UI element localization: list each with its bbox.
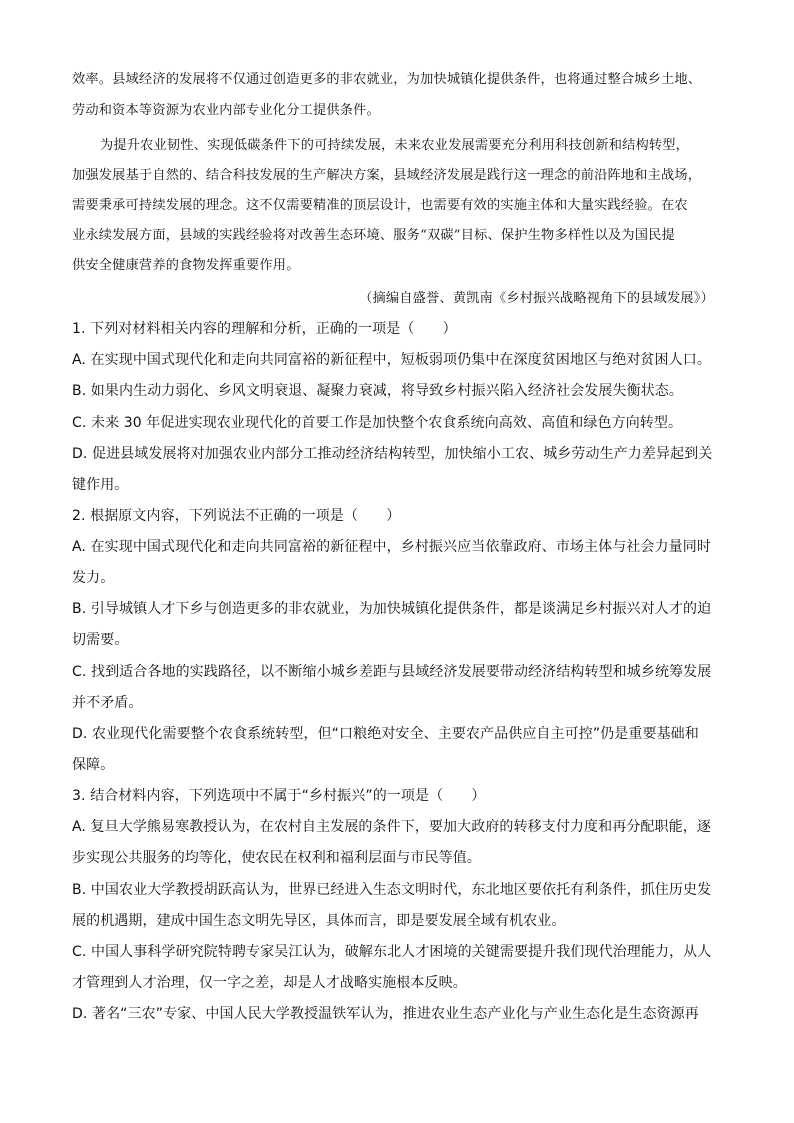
question-stem: 3. 结合材料内容，下列选项中不属于“乡村振兴”的一项是（ ） [72, 788, 486, 804]
option-b: B. 如果内生动力弱化、乡风文明衰退、凝聚力衰减，将导致乡村振兴陷入经济社会发展失衡状态。 [72, 383, 684, 399]
option-c: C. 找到适合各地的实践路径，以不断缩小城乡差距与县域经济发展要带动经济结构转型和城乡统筹发展 [72, 664, 712, 680]
option-a: A. 在实现中国式现代化和走向共同富裕的新征程中，乡村振兴应当依靠政府、市场主体与社会力量同时 [72, 539, 711, 555]
passage-line: 为提升农业韧性、实现低碳条件下的可持续发展，未来农业发展需要充分利用科技创新和结构转型， [100, 138, 690, 153]
passage-line: 需要秉承可持续发展的理念。这不仅需要精准的顶层设计，也需要有效的实施主体和大量实践经验。在农 [72, 198, 688, 213]
question-stem: 2. 根据原文内容，下列说法不正确的一项是（ ） [72, 508, 401, 524]
option-d: D. 促进县域发展将对加强农业内部分工推动经济结构转型，加快缩小工农、城乡劳动生产力差异起到关 [72, 446, 713, 462]
option-d-cont: 键作用。 [72, 477, 129, 493]
option-a: A. 在实现中国式现代化和走向共同富裕的新征程中，短板弱项仍集中在深度贫困地区与绝对贫困人口。 [72, 352, 711, 368]
option-d: D. 著名“三农”专家、中国人民大学教授温铁军认为，推进农业生态产业化与产业生态化是生态资源再 [72, 1006, 699, 1022]
option-d: D. 农业现代化需要整个农食系统转型，但“口粮绝对安全、主要农产品供应自主可控”仍是重要基础和 [72, 726, 699, 742]
option-c-cont: 并不矛盾。 [72, 695, 143, 711]
option-a: A. 复旦大学熊易寒教授认为，在农村自主发展的条件下，要加大政府的转移支付力度和再分配职能，逐 [72, 819, 711, 835]
option-d-cont: 保障。 [72, 757, 115, 773]
passage-line: 加强发展基于自然的、结合科技发展的生产解决方案，县域经济发展是践行这一理念的前沿阵地和主战场， [72, 168, 702, 183]
passage-line: 业永续发展方面，县域的实践经验将对改善生态环境、服务“双碳”目标、保护生物多样性以及为国民提 [72, 228, 675, 243]
option-a-cont: 步实现公共服务的均等化，使农民在权利和福利层面与市民等值。 [72, 850, 481, 866]
question-stem: 1. 下列对材料相关内容的理解和分析，正确的一项是（ ） [72, 321, 457, 337]
option-c: C. 未来 30 年促进实现农业现代化的首要工作是加快整个农食系统向高效、高值和绿色方向转型。 [72, 415, 683, 431]
option-b: B. 中国农业大学教授胡跃高认为，世界已经进入生态文明时代，东北地区要依托有利条件，抓住历史发 [72, 882, 712, 898]
passage-line: 效率。县域经济的发展将不仅通过创造更多的非农就业，为加快城镇化提供条件，也将通过整合城乡土地、 [72, 72, 702, 87]
option-c-cont: 才管理到人才治理，仅一字之差，却是人才战略实施根本反映。 [72, 975, 467, 991]
passage-line: 劳动和资本等资源为农业内部专业化分工提供条件。 [72, 103, 380, 118]
option-c: C. 中国人事科学研究院特聘专家吴江认为，破解东北人才困境的关键需要提升我们现代治理能力，从人 [72, 944, 712, 960]
option-b-cont: 切需要。 [72, 632, 129, 648]
option-b: B. 引导城镇人才下乡与创造更多的非农就业，为加快城镇化提供条件，都是谈满足乡村振兴对人才的迫 [72, 601, 712, 617]
option-b-cont: 展的机遇期，建成中国生态文明先导区，具体而言，即是要发展全域有机农业。 [72, 913, 566, 929]
source-citation: （摘编自盛誉、黄凯南《乡村振兴战略视角下的县域发展》） [359, 291, 714, 306]
passage-line: 供安全健康营养的食物发挥重要作用。 [72, 258, 300, 273]
option-a-cont: 发力。 [72, 570, 115, 586]
